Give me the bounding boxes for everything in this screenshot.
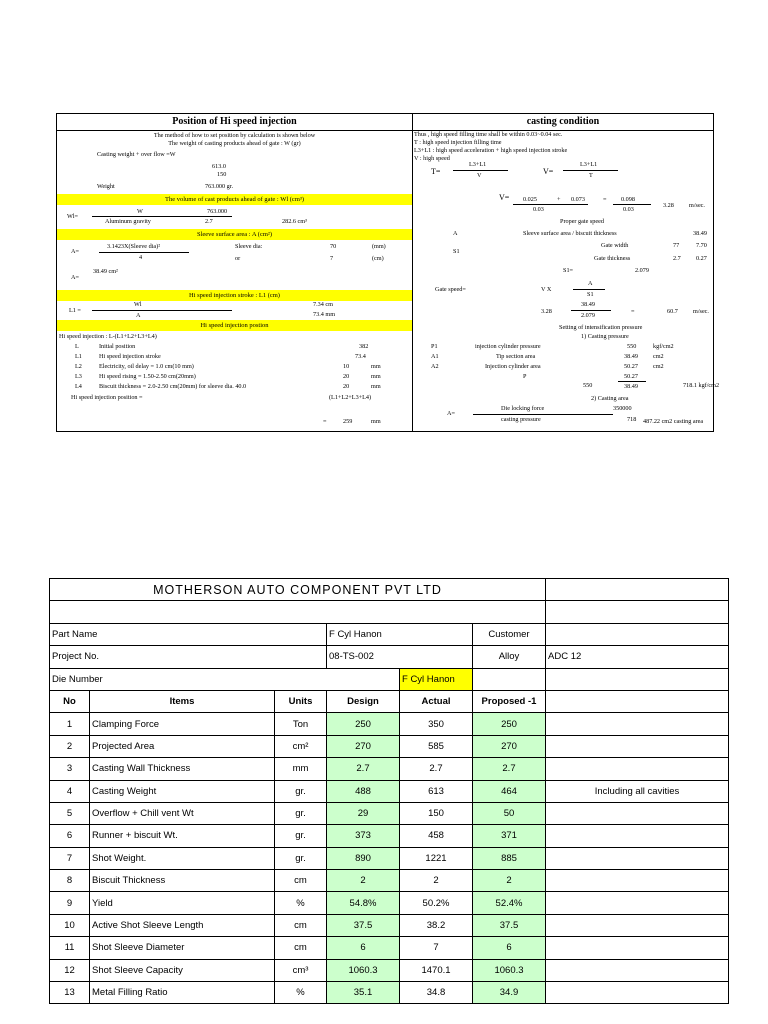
- gate-speed-unit: m/sec.: [693, 308, 709, 315]
- fraction-line: [473, 414, 613, 415]
- v-003: 0.03: [623, 206, 634, 213]
- v-times: V X: [541, 286, 552, 293]
- overflow-value: 150: [217, 171, 227, 178]
- gate-thickness-2: 0.27: [696, 255, 707, 262]
- part-name-row: [50, 623, 729, 645]
- or-label: or: [235, 255, 241, 262]
- cell-actual: 1221: [400, 847, 473, 869]
- fraction-s1: S1: [587, 291, 594, 298]
- cell-proposed: 464: [473, 780, 546, 802]
- cell-remark: [546, 847, 729, 869]
- cell-actual: 150: [400, 802, 473, 824]
- cell-item: Shot Weight.: [90, 847, 275, 869]
- cell-no: 4: [50, 780, 90, 802]
- fraction-line: [92, 216, 232, 217]
- cell-design: 2: [327, 870, 400, 892]
- cell-item: Projected Area: [90, 735, 275, 757]
- unit-cm: (cm): [372, 255, 384, 262]
- cell-design: 6: [327, 937, 400, 959]
- empty-cell: [473, 668, 546, 690]
- v-0025: 0.025: [523, 196, 537, 203]
- cell-item: Shot Sleeve Capacity: [90, 959, 275, 981]
- ip-code: A2: [431, 363, 439, 370]
- cell-actual: 350: [400, 713, 473, 735]
- casting-pressure-label: casting pressure: [501, 416, 541, 423]
- cell-proposed: 37.5: [473, 914, 546, 936]
- table-row: [50, 825, 729, 847]
- s1-value: 2.079: [635, 267, 649, 274]
- cell-no: 12: [50, 959, 90, 981]
- company-row: [50, 579, 729, 601]
- l3l1-definition: L3+L1 : high speed acceleration + high speed injection stroke: [414, 147, 568, 154]
- gate-speed-title: Proper gate speed: [560, 218, 604, 225]
- cell-design: 270: [327, 735, 400, 757]
- cell-proposed: 270: [473, 735, 546, 757]
- table-row: [50, 847, 729, 869]
- col-header-units: Units: [275, 690, 327, 712]
- l1-equals: L1 =: [69, 307, 81, 314]
- table-row: [50, 892, 729, 914]
- a-value: 38.49: [693, 230, 707, 237]
- cell-remark: [546, 982, 729, 1004]
- equals-sign: =: [603, 196, 607, 203]
- table-row: [50, 802, 729, 824]
- gate-speed-numerator: 38.49: [581, 301, 595, 308]
- hi-speed-position-section: [57, 114, 413, 431]
- cell-no: 13: [50, 982, 90, 1004]
- col-header-remarks: [546, 690, 729, 712]
- t-equals: T=: [431, 167, 441, 176]
- intensification-title: Setting of intensification pressure: [559, 324, 643, 331]
- row-unit: mm: [371, 373, 381, 380]
- row-value: 20: [343, 383, 350, 390]
- cell-actual: 585: [400, 735, 473, 757]
- sleeve-area-heading: Sleeve surface area : A (cm²): [57, 229, 412, 240]
- die-number-label: Die Number: [50, 668, 400, 690]
- project-value: 08-TS-002: [327, 646, 473, 668]
- row-code: L: [75, 343, 79, 350]
- cell-actual: 458: [400, 825, 473, 847]
- gate-speed-denominator: 2.079: [581, 312, 595, 319]
- cell-design: 488: [327, 780, 400, 802]
- die-casting-data-table: [49, 578, 729, 1004]
- ip-desc: injection cylinder pressure: [475, 343, 541, 350]
- ip-desc: Tip section area: [496, 353, 536, 360]
- casting-pressure-value: 718: [627, 416, 637, 423]
- aluminum-gravity-label: Aluminum gravity: [105, 218, 151, 225]
- sleeve-dia-mm: 70: [330, 243, 337, 250]
- fraction-line: [513, 204, 588, 205]
- table-row: [50, 982, 729, 1004]
- hi-speed-position-label: Hi speed injection position =: [71, 394, 143, 401]
- fraction-a: A: [588, 280, 593, 287]
- gate-speed-equals: =: [631, 308, 635, 315]
- cell-no: 6: [50, 825, 90, 847]
- ip-unit: cm2: [653, 353, 664, 360]
- casting-weight-value: 613.0: [212, 163, 226, 170]
- empty-cell: [546, 601, 729, 623]
- row-unit: mm: [371, 383, 381, 390]
- t-denominator: V: [477, 172, 482, 179]
- fraction-line: [613, 204, 651, 205]
- row-unit: mm: [371, 363, 381, 370]
- cell-actual: 613: [400, 780, 473, 802]
- fraction-line: [573, 289, 605, 290]
- col-header-no: No: [50, 690, 90, 712]
- ip-code: A1: [431, 353, 439, 360]
- area-result: 38.49 cm²: [93, 268, 118, 275]
- casting-area-result: 487.22 cm2 casting area: [643, 418, 704, 425]
- cell-no: 10: [50, 914, 90, 936]
- final-value: 259: [343, 418, 353, 425]
- cell-proposed: 250: [473, 713, 546, 735]
- row-desc: Hi speed injection stroke: [99, 353, 161, 360]
- customer-value: [546, 623, 729, 645]
- col-header-design: Design: [327, 690, 400, 712]
- t-definition: T : high speed injection filling time: [414, 139, 502, 146]
- fraction-line: [453, 170, 508, 171]
- cell-item: Shot Sleeve Diameter: [90, 937, 275, 959]
- gate-speed-v: 3.28: [541, 308, 552, 315]
- area-formula-denominator: 4: [139, 254, 143, 261]
- cell-remark: Including all cavities: [546, 780, 729, 802]
- fraction-line: [99, 252, 189, 253]
- v-0073: 0.073: [571, 196, 585, 203]
- v-unit: m/sec.: [689, 202, 705, 209]
- row-code: L1: [75, 353, 82, 360]
- section-title: casting condition: [413, 114, 713, 131]
- cell-no: 9: [50, 892, 90, 914]
- col-header-actual: Actual: [400, 690, 473, 712]
- aluminum-gravity-value: 2.7: [205, 218, 213, 225]
- cell-design: 1060.3: [327, 959, 400, 981]
- cell-unit: %: [275, 982, 327, 1004]
- ip-value: 38.49: [624, 353, 638, 360]
- a-equals: A=: [71, 248, 79, 255]
- table-row: [50, 959, 729, 981]
- cell-unit: gr.: [275, 780, 327, 802]
- cell-unit: gr.: [275, 825, 327, 847]
- cell-unit: mm: [275, 758, 327, 780]
- cell-remark: [546, 870, 729, 892]
- l1-numerator: Wl: [134, 301, 142, 308]
- fraction-line: [92, 310, 232, 311]
- cell-item: Runner + biscuit Wt.: [90, 825, 275, 847]
- cell-unit: %: [275, 892, 327, 914]
- ip-value: 550: [627, 343, 637, 350]
- sleeve-dia-cm: 7: [330, 255, 334, 262]
- cell-proposed: 885: [473, 847, 546, 869]
- cell-remark: [546, 937, 729, 959]
- alloy-label: Alloy: [473, 646, 546, 668]
- row-code: L3: [75, 373, 82, 380]
- row-value: 20: [343, 373, 350, 380]
- cell-unit: gr.: [275, 802, 327, 824]
- p-label: P: [523, 373, 527, 380]
- cell-unit: cm³: [275, 959, 327, 981]
- casting-pressure-subtitle: 1) Casting pressure: [581, 333, 629, 340]
- cell-design: 890: [327, 847, 400, 869]
- cell-proposed: 52.4%: [473, 892, 546, 914]
- ip-code: P1: [431, 343, 438, 350]
- v-0098: 0.098: [621, 196, 635, 203]
- cell-actual: 2: [400, 870, 473, 892]
- ip-unit: cm2: [653, 363, 664, 370]
- t-numerator: L3+L1: [469, 161, 487, 168]
- empty-cell: [546, 579, 729, 601]
- v-result: 3.28: [663, 202, 674, 209]
- cell-proposed: 2: [473, 870, 546, 892]
- fraction-line: [571, 310, 611, 311]
- p-result: 718.1 kgf/cm2: [683, 382, 720, 389]
- p-5027: 50.27: [624, 373, 638, 380]
- cell-remark: [546, 735, 729, 757]
- v-equals: V=: [543, 167, 554, 176]
- cell-actual: 50.2%: [400, 892, 473, 914]
- gate-width-2: 7.70: [696, 242, 707, 249]
- v-003: 0.03: [533, 206, 544, 213]
- part-name-value: F Cyl Hanon: [327, 623, 473, 645]
- cell-design: 2.7: [327, 758, 400, 780]
- row-desc: Electricity, oil delay = 1.0 cm(10 mm): [99, 363, 194, 370]
- cell-design: 35.1: [327, 982, 400, 1004]
- cell-no: 2: [50, 735, 90, 757]
- table-row: [50, 870, 729, 892]
- table-row: [50, 937, 729, 959]
- wl-result: 282.6 cm³: [282, 218, 307, 225]
- cell-item: Clamping Force: [90, 713, 275, 735]
- table-row: [50, 758, 729, 780]
- col-header-items: Items: [90, 690, 275, 712]
- alloy-value: ADC 12: [546, 646, 729, 668]
- cell-remark: [546, 825, 729, 847]
- cell-no: 1: [50, 713, 90, 735]
- unit-mm: (mm): [372, 243, 386, 250]
- cell-actual: 7: [400, 937, 473, 959]
- cell-proposed: 50: [473, 802, 546, 824]
- position-formula: Hi speed injection : L-(L1+L2+L3+L4): [59, 333, 157, 340]
- position-heading: Hi speed injection postion: [57, 320, 412, 331]
- gate-thickness-label: Gate thickness: [594, 255, 631, 262]
- ip-value: 50.27: [624, 363, 638, 370]
- cell-no: 3: [50, 758, 90, 780]
- row-desc: Hi speed rising = 1.50-2.50 cm(20mm): [99, 373, 196, 380]
- final-unit: mm: [371, 418, 381, 425]
- casting-weight-formula: Casting weight + over flow =W: [97, 151, 176, 158]
- calculation-sheet: [56, 113, 720, 432]
- cell-actual: 2.7: [400, 758, 473, 780]
- gate-speed-result: 60.7: [667, 308, 678, 315]
- cell-design: 373: [327, 825, 400, 847]
- p-3849: 38.49: [624, 383, 638, 390]
- table-body: [50, 713, 729, 1004]
- l1-mm: 73.4 mm: [313, 311, 336, 318]
- cell-design: 250: [327, 713, 400, 735]
- row-value: 73.4: [355, 353, 366, 360]
- part-name-label: Part Name: [50, 623, 327, 645]
- row-value: 10: [343, 363, 350, 370]
- cell-proposed: 34.9: [473, 982, 546, 1004]
- cell-actual: 34.8: [400, 982, 473, 1004]
- cell-design: 37.5: [327, 914, 400, 936]
- gate-width-1: 77: [673, 242, 680, 249]
- wl-equals: Wl=: [67, 213, 79, 220]
- weight-label: Weight: [97, 183, 115, 190]
- col-header-proposed: Proposed -1: [473, 690, 546, 712]
- plus-sign: +: [557, 196, 561, 203]
- a-label: A: [453, 230, 458, 237]
- p-550: 550: [583, 382, 593, 389]
- cell-proposed: 1060.3: [473, 959, 546, 981]
- gate-speed-label: Gate speed=: [435, 286, 466, 293]
- table-row: [50, 780, 729, 802]
- l1-denominator: A: [136, 312, 141, 319]
- cell-remark: [546, 914, 729, 936]
- s1-equals: S1=: [563, 267, 574, 274]
- a-description: Sleeve surface area / biscuit thickness: [523, 230, 617, 237]
- hi-speed-position-formula: (L1+L2+L3+L4): [329, 394, 372, 401]
- w-label: W: [137, 208, 143, 215]
- stroke-heading: Hi speed injection stroke : L1 (cm): [57, 290, 412, 301]
- die-locking-force: Die locking force: [501, 405, 545, 412]
- a-equals-2: A=: [71, 274, 79, 281]
- casting-area-equals: A=: [447, 410, 455, 417]
- sleeve-dia-label: Sleeve dia:: [235, 243, 263, 250]
- cell-item: Biscuit Thickness: [90, 870, 275, 892]
- row-code: L2: [75, 363, 82, 370]
- filling-time-note: Thus , high speed filling time shall be within 0.03~0.04 sec.: [414, 131, 563, 138]
- ip-unit: kgf/cm2: [653, 343, 674, 350]
- cell-remark: [546, 713, 729, 735]
- area-formula-numerator: 3.1423X(Sleeve dia)²: [107, 243, 161, 250]
- gate-width-label: Gate width: [601, 242, 629, 249]
- empty-cell: [50, 601, 546, 623]
- cell-remark: [546, 892, 729, 914]
- table-row: [50, 914, 729, 936]
- cell-no: 7: [50, 847, 90, 869]
- company-name: MOTHERSON AUTO COMPONENT PVT LTD: [50, 579, 546, 601]
- cell-item: Casting Wall Thickness: [90, 758, 275, 780]
- cell-no: 11: [50, 937, 90, 959]
- blank-row: [50, 601, 729, 623]
- customer-label: Customer: [473, 623, 546, 645]
- v-definition: V : high speed: [414, 155, 450, 162]
- die-locking-value: 350000: [613, 405, 632, 412]
- fraction-line: [563, 170, 618, 171]
- final-equals: =: [323, 418, 327, 425]
- gate-thickness-1: 2.7: [673, 255, 681, 262]
- casting-area-title: 2) Casting area: [591, 395, 629, 402]
- cell-no: 5: [50, 802, 90, 824]
- cell-proposed: 371: [473, 825, 546, 847]
- cell-unit: cm²: [275, 735, 327, 757]
- row-code: L4: [75, 383, 82, 390]
- cell-item: Metal Filling Ratio: [90, 982, 275, 1004]
- section-title: Position of Hi speed injection: [57, 114, 412, 131]
- cell-design: 29: [327, 802, 400, 824]
- cell-unit: Ton: [275, 713, 327, 735]
- l1-cm: 7.34 cm: [313, 301, 333, 308]
- table-row: [50, 713, 729, 735]
- method-note: The method of how to set position by calculation is shown below: [153, 132, 316, 139]
- cell-item: Overflow + Chill vent Wt: [90, 802, 275, 824]
- fraction-line: [618, 381, 646, 382]
- cell-remark: [546, 959, 729, 981]
- cell-item: Yield: [90, 892, 275, 914]
- cell-no: 8: [50, 870, 90, 892]
- cell-actual: 38.2: [400, 914, 473, 936]
- cell-item: Active Shot Sleeve Length: [90, 914, 275, 936]
- volume-heading: The volume of cast products ahead of gate : Wl (cm³): [57, 194, 412, 205]
- cell-unit: cm: [275, 870, 327, 892]
- cell-unit: cm: [275, 914, 327, 936]
- cell-remark: [546, 758, 729, 780]
- project-row: [50, 646, 729, 668]
- cell-remark: [546, 802, 729, 824]
- empty-cell: [546, 668, 729, 690]
- cell-actual: 1470.1: [400, 959, 473, 981]
- v-denominator: T: [589, 172, 593, 179]
- cell-item: Casting Weight: [90, 780, 275, 802]
- row-value: 382: [359, 343, 369, 350]
- die-number-row: [50, 668, 729, 690]
- header-row: [50, 690, 729, 712]
- die-number-tag: F Cyl Hanon: [400, 668, 473, 690]
- cell-unit: cm: [275, 937, 327, 959]
- table-row: [50, 735, 729, 757]
- v-numerator: L3+L1: [580, 161, 598, 168]
- s1-label: S1: [453, 248, 460, 255]
- row-desc: Initial position: [99, 343, 136, 350]
- cell-unit: gr.: [275, 847, 327, 869]
- cell-proposed: 6: [473, 937, 546, 959]
- ip-desc: Injection cylinder area: [485, 363, 541, 370]
- v-equals-2: V=: [499, 193, 510, 202]
- project-label: Project No.: [50, 646, 327, 668]
- w-value: 763.000: [207, 208, 228, 215]
- weight-note: The weight of casting products ahead of gate : W (gr): [168, 140, 301, 147]
- cell-proposed: 2.7: [473, 758, 546, 780]
- cell-design: 54.8%: [327, 892, 400, 914]
- casting-condition-section: [413, 114, 720, 431]
- weight-value: 763.000 gr.: [205, 183, 234, 190]
- row-desc: Biscuit thickness = 2.0-2.50 cm(20mm) for sleeve dia. 40.0: [99, 383, 247, 390]
